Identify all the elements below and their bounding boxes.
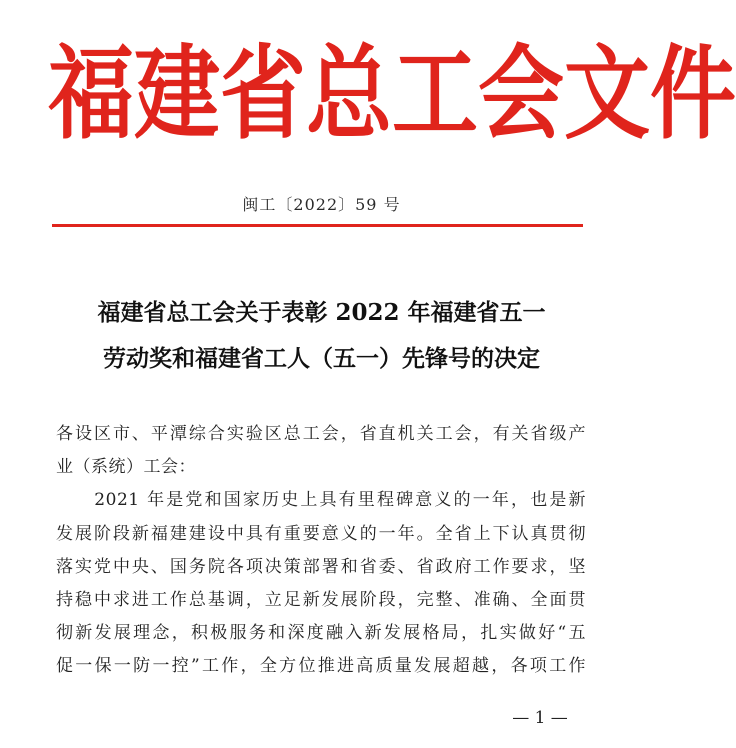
masthead-char: 建 (134, 34, 220, 154)
body-line: 发展阶段新福建建设中具有重要意义的一年。全省上下认真贯彻 (56, 523, 586, 544)
masthead-char: 省 (220, 34, 306, 154)
title-line-1: 福建省总工会关于表彰 2022 年福建省五一 (97, 299, 546, 326)
body-line: 业（系统）工会： (56, 457, 196, 478)
body-line: 彻新发展理念，积极服务和深度融入新发展格局，扎实做好“五 (56, 623, 586, 644)
red-divider-line (52, 224, 583, 227)
body-line: 持稳中求进工作总基调，立足新发展阶段，完整、准确、全面贯 (56, 590, 586, 611)
document-title (40, 290, 603, 382)
body-line: 2021 年是党和国家历史上具有里程碑意义的一年，也是新 (56, 490, 586, 511)
title-line-2: 劳动奖和福建省工人（五一）先锋号的决定 (103, 345, 540, 372)
masthead-char: 福 (48, 34, 134, 154)
masthead-char: 件 (650, 34, 736, 154)
body-line: 各设区市、平潭综合实验区总工会，省直机关工会，有关省级产 (56, 424, 586, 444)
document-number: 闽工〔2022〕59 号 (242, 195, 401, 214)
body-text (56, 418, 586, 684)
masthead-title (48, 34, 736, 154)
masthead-char: 会 (478, 34, 564, 154)
page-number: — 1 — (512, 708, 568, 728)
body-line: 落实党中央、国务院各项决策部署和省委、省政府工作要求，坚 (56, 556, 586, 577)
masthead-char: 文 (564, 34, 650, 154)
masthead-char: 总 (306, 34, 392, 154)
body-line: 促一保一防一控”工作，全方位推进高质量发展超越，各项工作 (56, 656, 586, 677)
masthead-char: 工 (392, 34, 478, 154)
